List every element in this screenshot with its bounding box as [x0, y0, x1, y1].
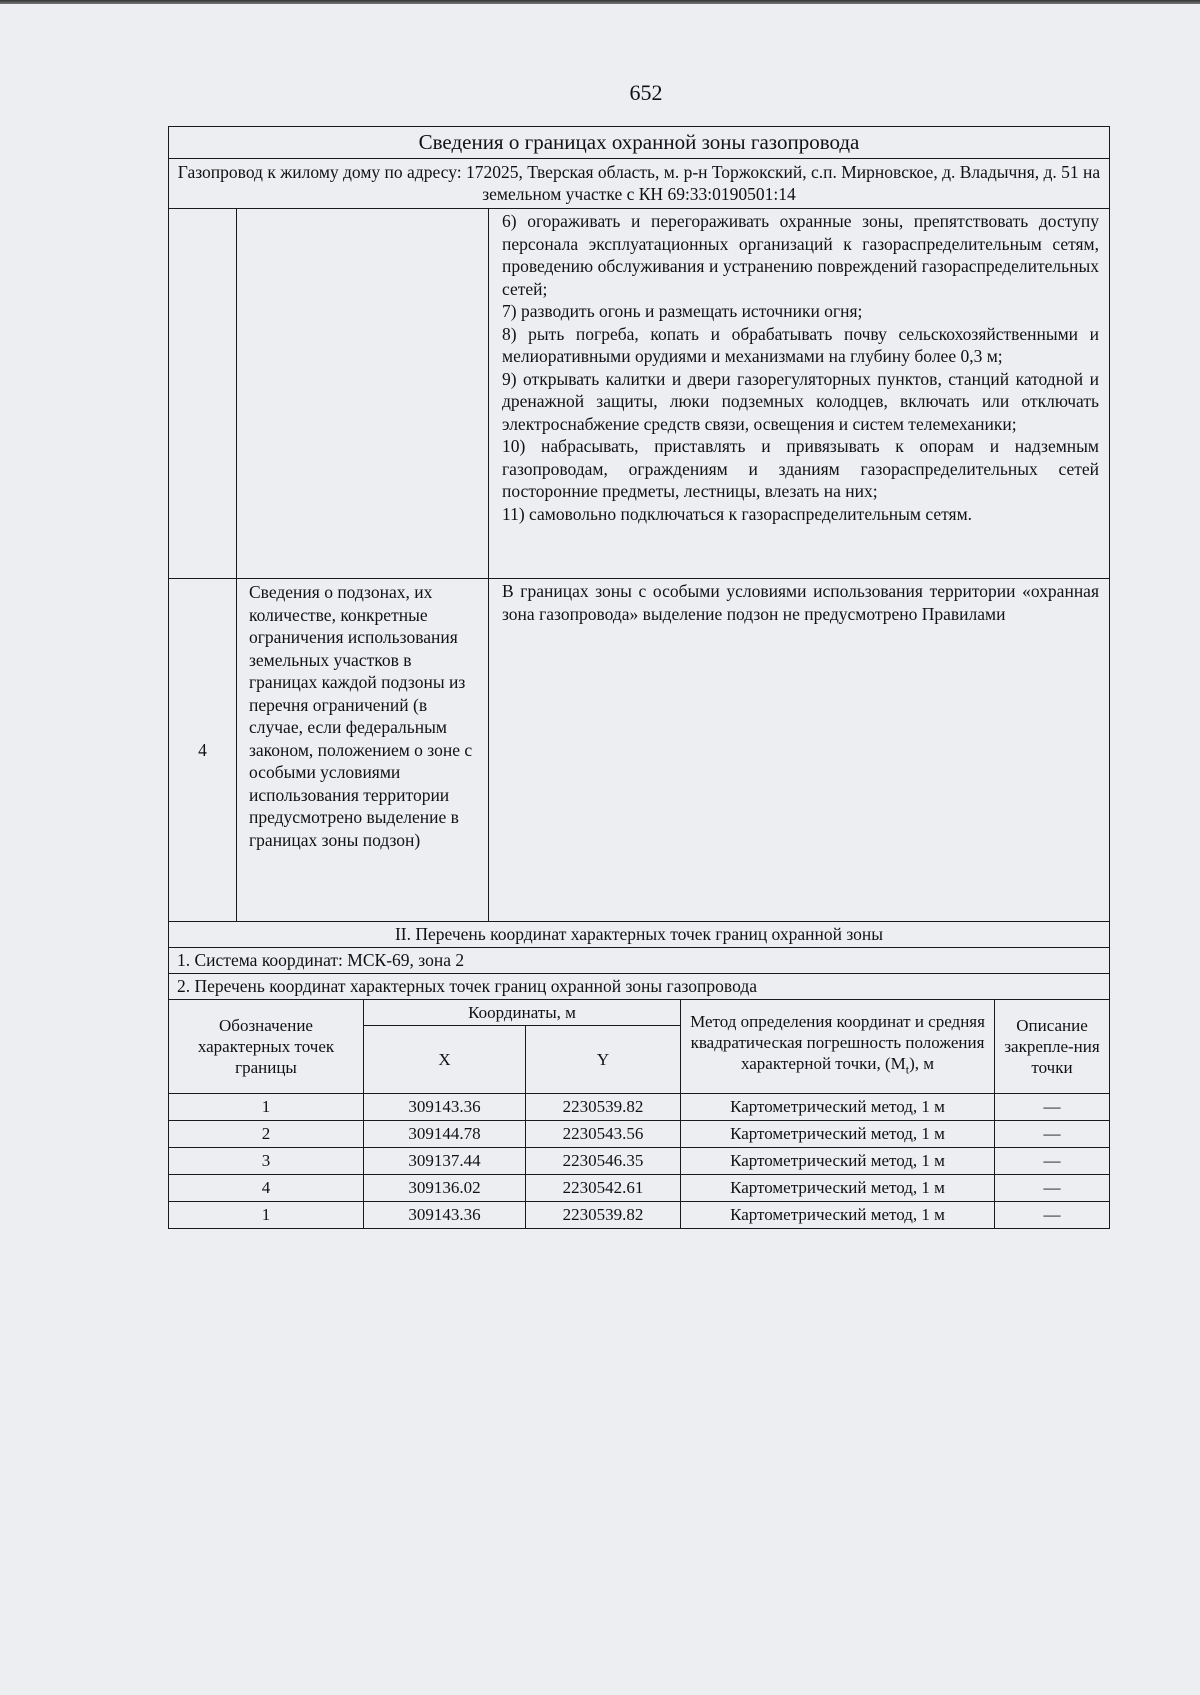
row4-value: В границах зоны с особыми условиями использования территории «охранная зона газопровода» выделение подзон не предусмотрено Правилами	[489, 579, 1110, 922]
header-method-text: Метод определения координат и средняя квадратическая погрешность положения характерной точки, (M	[690, 1012, 985, 1074]
zone-info-table	[168, 126, 1110, 1000]
coordinate-cell-method: Картометрический метод, 1 м	[681, 1174, 995, 1201]
coordinate-row	[169, 1120, 1110, 1147]
coordinate-cell-method: Картометрический метод, 1 м	[681, 1147, 995, 1174]
coordinate-cell-method: Картометрический метод, 1 м	[681, 1201, 995, 1228]
row3-label-cell	[237, 209, 489, 579]
section2-title: II. Перечень координат характерных точек границ охранной зоны	[169, 922, 1110, 948]
header-point: Обозначение характерных точек границы	[169, 999, 364, 1093]
header-description: Описание закрепле-ния точки	[995, 999, 1110, 1093]
coordinate-cell-description: —	[995, 1174, 1110, 1201]
coordinate-cell-point: 1	[169, 1201, 364, 1228]
coordinate-cell-point: 3	[169, 1147, 364, 1174]
restrictions-list	[502, 210, 1099, 525]
coordinate-cell-x: 309143.36	[364, 1201, 526, 1228]
restriction-item: 6) огораживать и перегораживать охранные зоны, препятствовать доступу персонала эксплуатационных организаций к газораспределительным сетям, проведению обслуживания и устранению повреждений газораспределительных сетей;	[502, 211, 1099, 299]
page-number: 652	[629, 80, 663, 105]
coordinate-cell-x: 309143.36	[364, 1093, 526, 1120]
coordinate-cell-description: —	[995, 1147, 1110, 1174]
coordinate-cell-method: Картометрический метод, 1 м	[681, 1093, 995, 1120]
coordinate-cell-x: 309136.02	[364, 1174, 526, 1201]
scan-top-edge	[0, 0, 1200, 4]
coordinate-cell-description: —	[995, 1201, 1110, 1228]
pipeline-address: Газопровод к жилому дому по адресу: 172025, Тверская область, м. р-н Торжокский, с.п. Мирновское, д. Владычня, д. 51 на земельном участке с КН 69:33:0190501:14	[169, 159, 1110, 209]
coordinate-cell-method: Картометрический метод, 1 м	[681, 1120, 995, 1147]
restriction-item: 11) самовольно подключаться к газораспределительным сетям.	[502, 503, 973, 524]
document-sheet	[168, 126, 1109, 1229]
restriction-item: 7) разводить огонь и размещать источники огня;	[502, 301, 863, 321]
coordinate-row	[169, 1174, 1110, 1201]
coordinate-cell-y: 2230539.82	[526, 1093, 681, 1120]
coordinate-cell-y: 2230543.56	[526, 1120, 681, 1147]
coordinate-cell-description: —	[995, 1120, 1110, 1147]
header-method-tail: ), м	[909, 1054, 935, 1074]
header-y: Y	[526, 1025, 681, 1093]
header-coordinates: Координаты, м	[364, 999, 681, 1025]
coordinate-cell-description: —	[995, 1093, 1110, 1120]
coordinate-cell-x: 309137.44	[364, 1147, 526, 1174]
header-method	[681, 999, 995, 1093]
row4-label: Сведения о подзонах, их количестве, конкретные ограничения использования земельных участков в границах каждой подзоны из перечня ограничений (в случае, если федеральным законом, положением о зоне с особыми условиями использования территории предусмотрено выделение в границах зоны подзон)	[237, 579, 489, 922]
row4-number: 4	[169, 579, 237, 922]
coordinate-row	[169, 1201, 1110, 1228]
restrictions-cell	[489, 209, 1110, 579]
coordinates-list-title: 2. Перечень координат характерных точек границ охранной зоны газопровода	[169, 974, 1110, 1000]
coordinate-row	[169, 1093, 1110, 1120]
coordinate-cell-y: 2230539.82	[526, 1201, 681, 1228]
row3-number-cell	[169, 209, 237, 579]
coordinates-table	[168, 999, 1110, 1229]
restriction-item: 10) набрасывать, приставлять и привязывать к опорам и надземным газопроводам, ограждениям и зданиям газораспределительных сетей посторонние предметы, лестницы, влезать на них;	[502, 436, 1099, 501]
restriction-item: 9) открывать калитки и двери газорегуляторных пунктов, станций катодной и дренажной защиты, люки подземных колодцев, включать или отключать электроснабжение средств связи, освещения и систем телемеханики;	[502, 368, 1099, 434]
coordinate-cell-point: 2	[169, 1120, 364, 1147]
coordinate-system: 1. Система координат: МСК-69, зона 2	[169, 948, 1110, 974]
coordinate-cell-y: 2230546.35	[526, 1147, 681, 1174]
coordinate-row	[169, 1147, 1110, 1174]
restriction-item: 8) рыть погреба, копать и обрабатывать почву сельскохозяйственными и мелиоративными орудиями и механизмами на глубину более 0,3 м;	[502, 323, 1099, 366]
coordinate-cell-point: 4	[169, 1174, 364, 1201]
document-title: Сведения о границах охранной зоны газопровода	[169, 127, 1110, 159]
coordinate-cell-x: 309144.78	[364, 1120, 526, 1147]
coordinate-cell-y: 2230542.61	[526, 1174, 681, 1201]
coordinates-body	[169, 1093, 1110, 1228]
header-x: X	[364, 1025, 526, 1093]
header-method-subscript: t	[905, 1062, 910, 1077]
coordinate-cell-point: 1	[169, 1093, 364, 1120]
